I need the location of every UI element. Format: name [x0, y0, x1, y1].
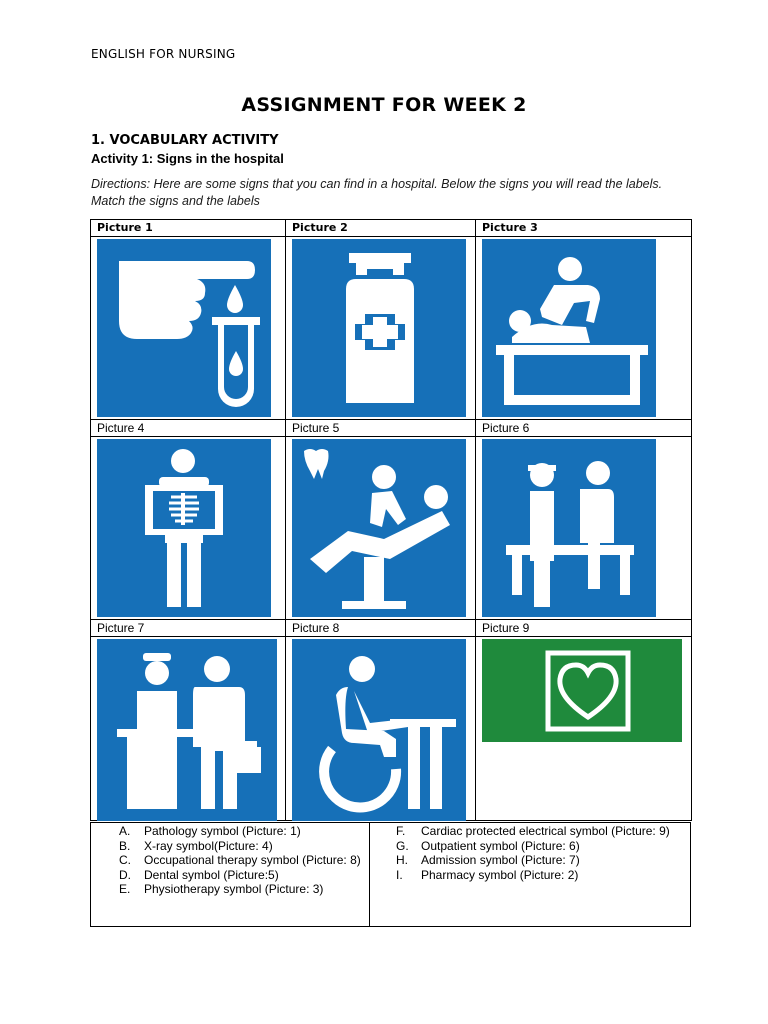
- image-row: [91, 437, 692, 620]
- list-item: F. Cardiac protected electrical symbol (Picture: 9): [396, 824, 670, 838]
- picture-label: Picture 6: [476, 420, 692, 437]
- answers-table: [90, 822, 691, 927]
- document-header: ENGLISH FOR NURSING: [91, 47, 236, 61]
- list-item: C. Occupational therapy symbol (Picture: 8): [119, 853, 361, 867]
- cardiac-protected-icon: [482, 639, 682, 742]
- list-item: E. Physiotherapy symbol (Picture: 3): [119, 882, 324, 896]
- list-item: H. Admission symbol (Picture: 7): [396, 853, 580, 867]
- directions-text: Directions: Here are some signs that you can find in a hospital. Below the signs you will read the labels. Match the signs and the labels: [91, 177, 663, 208]
- picture-label: Picture 4: [91, 420, 286, 437]
- label-row: [91, 420, 692, 437]
- picture-label: Picture 7: [91, 620, 286, 637]
- picture-label: Picture 1: [91, 220, 286, 237]
- list-item: D. Dental symbol (Picture:5): [119, 867, 279, 882]
- picture-label: Picture 5: [286, 420, 476, 437]
- pathology-icon: [97, 239, 271, 417]
- list-item: G. Outpatient symbol (Picture: 6): [396, 838, 580, 853]
- dental-icon: [292, 439, 466, 617]
- occupational-therapy-icon: [292, 639, 466, 821]
- section-heading: 1. VOCABULARY ACTIVITY: [91, 133, 279, 148]
- list-item: I. Pharmacy symbol (Picture: 2): [396, 867, 579, 882]
- list-item: B. X-ray symbol(Picture: 4): [119, 838, 273, 853]
- page-title: ASSIGNMENT FOR WEEK 2: [241, 94, 527, 116]
- activity-heading: Activity 1: Signs in the hospital: [91, 151, 284, 166]
- answers-left-column: [91, 823, 370, 926]
- picture-label: Picture 2: [286, 220, 476, 237]
- x-ray-icon: [97, 439, 271, 617]
- image-row: [91, 637, 692, 821]
- admission-icon: [97, 639, 277, 821]
- label-row: [91, 620, 692, 637]
- outpatient-icon: [482, 439, 656, 617]
- picture-label: Picture 9: [476, 620, 692, 637]
- answers-right-column: [370, 823, 690, 926]
- picture-label: Picture 3: [476, 220, 692, 237]
- signs-table: [90, 219, 692, 821]
- label-row: [91, 220, 692, 237]
- list-item: A. Pathology symbol (Picture: 1): [119, 824, 301, 838]
- pharmacy-icon: [292, 239, 466, 417]
- physiotherapy-icon: [482, 239, 656, 417]
- picture-label: Picture 8: [286, 620, 476, 637]
- image-row: [91, 237, 692, 420]
